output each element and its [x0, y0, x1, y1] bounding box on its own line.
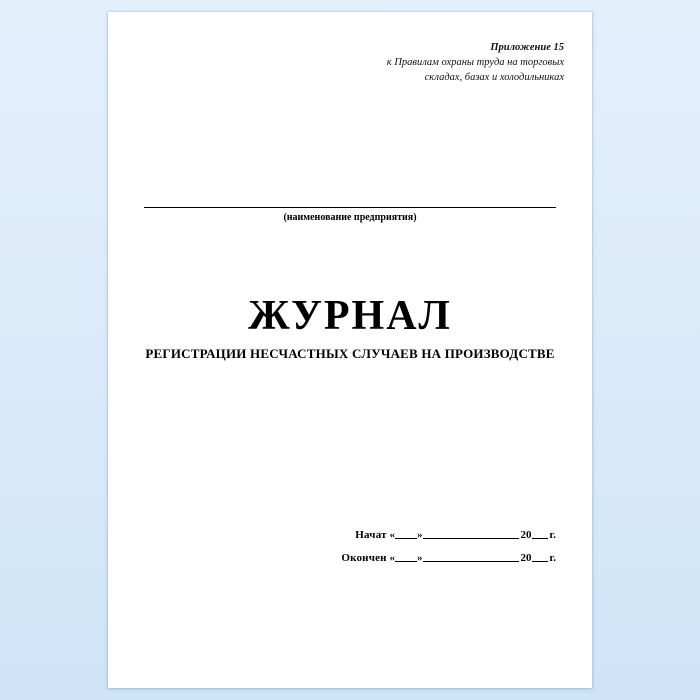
start-year-blank	[532, 538, 548, 539]
organization-name-block	[144, 207, 556, 223]
start-month-blank	[423, 538, 519, 539]
end-date-row	[341, 547, 556, 570]
start-day-blank	[395, 538, 417, 539]
appendix-rules-line-2: складах, базах и холодильниках	[424, 72, 564, 84]
organization-name-rule	[144, 207, 556, 208]
start-year-prefix: 20	[520, 528, 532, 541]
dates-block	[341, 524, 556, 570]
appendix-rules-line-1: к Правилам охраны труда на торговых	[386, 57, 564, 69]
start-quote-close: »	[416, 528, 423, 541]
end-year-suffix: г.	[549, 551, 556, 564]
page-title: ЖУРНАЛ	[248, 293, 452, 339]
end-year-blank	[532, 561, 548, 562]
document-sheet	[108, 12, 592, 688]
end-quote-close: »	[416, 551, 423, 564]
end-quote-open: «	[389, 551, 395, 564]
start-quote-open: «	[389, 528, 395, 541]
start-year-suffix: г.	[549, 528, 556, 541]
end-date-label: Окончен	[341, 551, 387, 564]
end-day-blank	[395, 561, 417, 562]
organization-name-caption: (наименование предприятия)	[283, 212, 417, 223]
end-month-blank	[423, 561, 519, 562]
appendix-reference	[264, 40, 564, 86]
start-date-row	[341, 524, 556, 547]
page-subtitle: РЕГИСТРАЦИИ НЕСЧАСТНЫХ СЛУЧАЕВ НА ПРОИЗВОДСТВЕ	[145, 346, 555, 362]
start-date-label: Начат	[355, 528, 387, 541]
appendix-number: Приложение 15	[490, 42, 564, 53]
end-year-prefix: 20	[520, 551, 532, 564]
title-block	[108, 294, 592, 362]
